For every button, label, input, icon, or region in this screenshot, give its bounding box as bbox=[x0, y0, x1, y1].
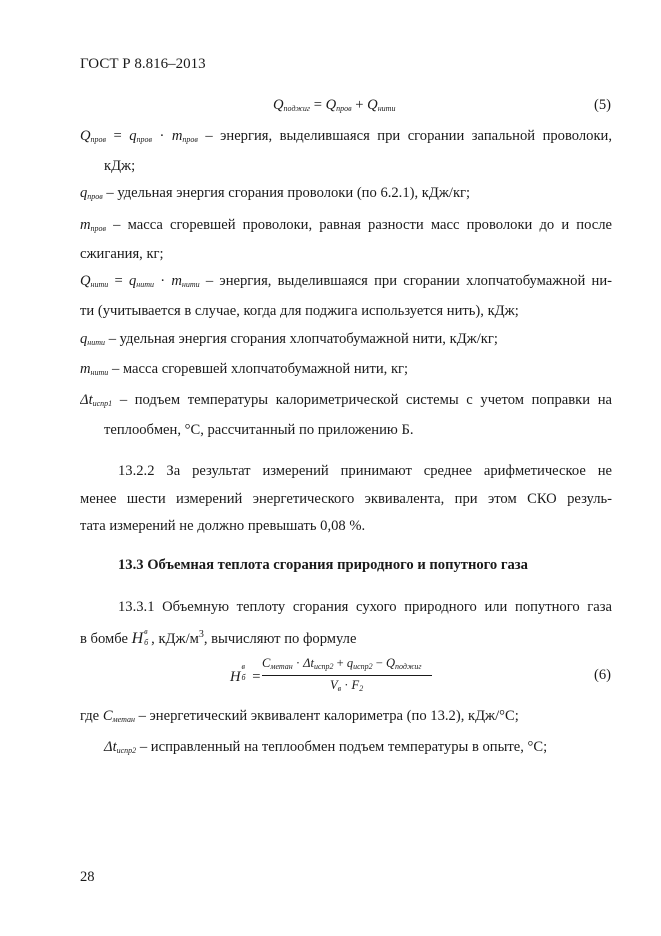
paragraph-13-2-2-line-1: 13.2.2 За результат измерений принимают среднее арифметическое не bbox=[118, 463, 612, 479]
def-q-niti-total: $Q_{нити} = q_{нити} \cdot m_{нити}$ – энергия, выделившаяся при сгорании хлопчатобумажной ни- bbox=[80, 273, 612, 289]
def-dt-ispr2: $\Delta t_{испр2}$ – исправленный на теплообмен подъем температуры в опыте, °С; bbox=[104, 739, 548, 755]
equation-6-fraction-bar bbox=[262, 675, 432, 676]
page-header: ГОСТ Р 8.816–2013 bbox=[80, 56, 206, 72]
equation-6-numerator: $C_{метан} \cdot \Delta t_{испр2} + q_{испр2} - Q_{поджиг}$ bbox=[262, 656, 422, 671]
equation-6-lhs: H в б = bbox=[230, 662, 261, 685]
page-number: 28 bbox=[80, 869, 95, 885]
def-m-prov: $m_{пров}$ – масса сгоревшей проволоки, равная разности масс проволоки до и после bbox=[80, 217, 612, 233]
def-dt-ispr1-cont: теплообмен, °С, рассчитанный по приложению Б. bbox=[104, 422, 414, 438]
def-dt-ispr1: $\Delta t_{испр1}$ – подъем температуры калориметрической системы с учетом поправки на bbox=[80, 392, 612, 408]
paragraph-13-2-2-line-3: тата измерений не должно превышать 0,08 %. bbox=[80, 518, 366, 534]
section-heading: 13.3 Объемная теплота сгорания природного и попутного газа bbox=[118, 557, 528, 573]
def-m-prov-cont: сжигания, кг; bbox=[80, 246, 164, 262]
equation-6-number: (6) bbox=[594, 667, 612, 683]
def-m-niti: $m_{нити}$ – масса сгоревшей хлопчатобумажной нити, кг; bbox=[80, 361, 409, 377]
def-q-niti-total-cont: ти (учитывается в случае, когда для поджига используется нить), кДж; bbox=[80, 303, 519, 319]
equation-5-number: (5) bbox=[594, 97, 612, 113]
def-q-prov-total-cont: кДж; bbox=[104, 158, 136, 174]
def-q-prov: $q_{пров}$ – удельная энергия сгорания проволоки (по 6.2.1), кДж/кг; bbox=[80, 185, 471, 201]
def-c-metan: где $C_{метан}$ – энергетический эквивалент калориметра (по 13.2), кДж/°С; bbox=[80, 708, 519, 724]
paragraph-13-3-1-line-2: в бомбе H в б , кДж/$м^3$, вычисляют по формуле bbox=[80, 626, 357, 647]
paragraph-13-2-2-line-2: менее шести измерений энергетического эквивалента, при этом СКО резуль- bbox=[80, 491, 612, 507]
equation-6-denominator: $V_в \cdot F_2$ bbox=[330, 678, 364, 693]
def-q-niti: $q_{нити}$ – удельная энергия сгорания хлопчатобумажной нити, кДж/кг; bbox=[80, 331, 498, 347]
def-q-prov-total: $Q_{пров} = q_{пров} \cdot m_{пров}$ – энергия, выделившаяся при сгорании запальной проволоки, bbox=[80, 128, 612, 144]
equation-5: $Q_{поджиг} = Q_{пров} + Q_{нити}$ bbox=[273, 97, 396, 113]
paragraph-13-3-1-line-1: 13.3.1 Объемную теплоту сгорания сухого природного или попутного газа bbox=[118, 599, 612, 615]
